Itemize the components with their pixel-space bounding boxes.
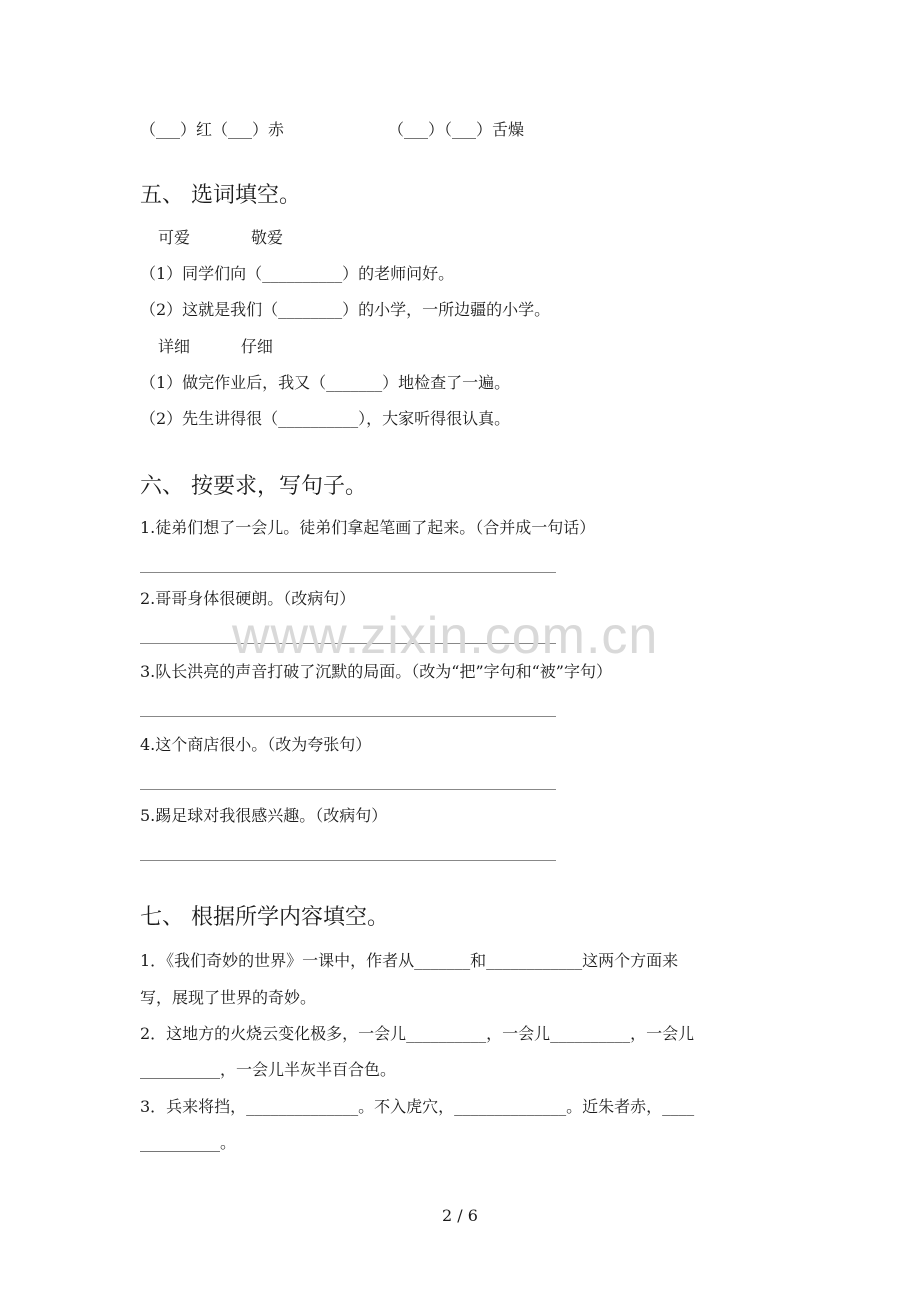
answer-line-1 (140, 572, 556, 573)
answer-line-5 (140, 860, 556, 861)
top-row-left: （___）红（___）赤 (140, 120, 285, 139)
word-choice-1: 可爱 敬爱 (158, 228, 284, 247)
sentence-task-2: 2.哥哥身体很硬朗。（改病句） (140, 589, 356, 608)
watermark: www.zixin.com.cn (232, 607, 659, 665)
answer-line-3 (140, 716, 556, 717)
fill-line-1: 1．《我们奇妙的世界》一课中，作者从_______和____________这两个方面来 (140, 951, 679, 970)
question-5-3: （1）做完作业后，我又（_______）地检查了一遍。 (140, 373, 511, 392)
sentence-task-3: 3.队长洪亮的声音打破了沉默的局面。（改为“把”字句和“被”字句） (140, 662, 612, 681)
answer-line-4 (140, 789, 556, 790)
fill-line-6: __________。 (140, 1133, 237, 1152)
question-5-4: （2）先生讲得很（__________），大家听得很认真。 (140, 409, 511, 428)
sentence-task-4: 4.这个商店很小。（改为夸张句） (140, 735, 372, 754)
top-row-right: （___）（___）舌燥 (388, 120, 525, 139)
fill-line-3: 2．这地方的火烧云变化极多，一会儿__________，一会儿__________，一会儿 (140, 1024, 695, 1043)
word-choice-2: 详细 仔细 (158, 337, 273, 356)
section-6-heading: 六、 按要求，写句子。 (140, 474, 367, 499)
sentence-task-1: 1.徒弟们想了一会儿。徒弟们拿起笔画了起来。（合并成一句话） (140, 518, 596, 537)
question-5-2: （2）这就是我们（________）的小学，一所边疆的小学。 (140, 300, 551, 319)
question-5-1: （1）同学们向（__________）的老师问好。 (140, 264, 455, 283)
sentence-task-5: 5.踢足球对我很感兴趣。（改病句） (140, 806, 388, 825)
fill-line-5: 3．兵来将挡，______________。不入虎穴，______________。近朱者赤，____ (140, 1097, 695, 1116)
page-number: 2 / 6 (442, 1206, 478, 1225)
section-7-heading: 七、 根据所学内容填空。 (140, 905, 389, 930)
fill-line-4: __________，一会儿半灰半百合色。 (140, 1060, 397, 1079)
fill-line-2: 写，展现了世界的奇妙。 (140, 988, 317, 1007)
section-5-heading: 五、 选词填空。 (140, 183, 301, 208)
